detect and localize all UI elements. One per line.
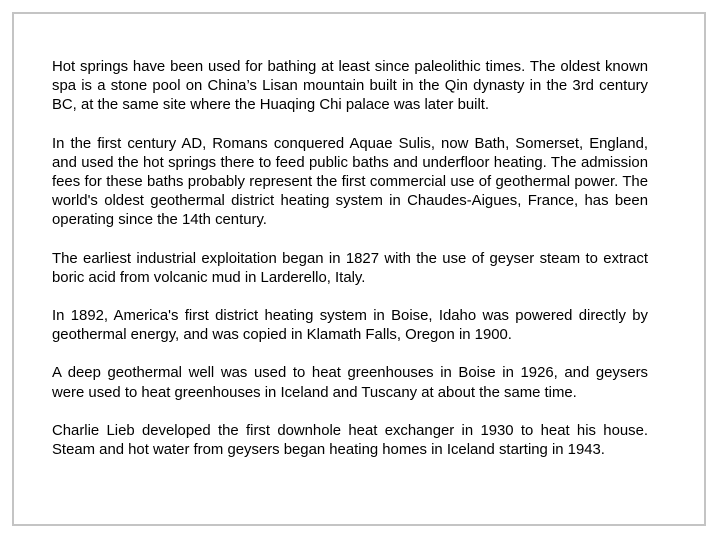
document-body xyxy=(52,58,648,460)
paragraph-heat-exchanger: Charlie Lieb developed the first downhole heat exchanger in 1930 to heat his house. Steam and hot water from geysers began heating homes in Iceland starting in 1943. xyxy=(52,422,648,459)
paragraph-greenhouses: A deep geothermal well was used to heat greenhouses in Boise in 1926, and geysers were used to heat greenhouses in Iceland and Tuscany at about the same time. xyxy=(52,365,648,401)
paragraph-bathing-history: Hot springs have been used for bathing at least since paleolithic times. The oldest known spa is a stone pool on China’s Lisan mountain built in the Qin dynasty in the 3rd century BC, at the same site where the Huaqing Chi palace was later built. xyxy=(52,59,648,114)
paragraph-roman-baths: In the first century AD, Romans conquered Aquae Sulis, now Bath, Somerset, England, and used the hot springs there to feed public baths and underfloor heating. The admission fees for these baths probably represent the first commercial use of geothermal power. The world's oldest geothermal district heating system in Chaudes-Aigues, France, has been operating since the 14th century. xyxy=(52,135,648,229)
paragraph-boise-district-heating: In 1892, America's first district heating system in Boise, Idaho was powered directly by geothermal energy, and was copied in Klamath Falls, Oregon in 1900. xyxy=(52,308,648,344)
paragraph-industrial-exploitation: The earliest industrial exploitation began in 1827 with the use of geyser steam to extract boric acid from volcanic mud in Larderello, Italy. xyxy=(52,250,648,286)
